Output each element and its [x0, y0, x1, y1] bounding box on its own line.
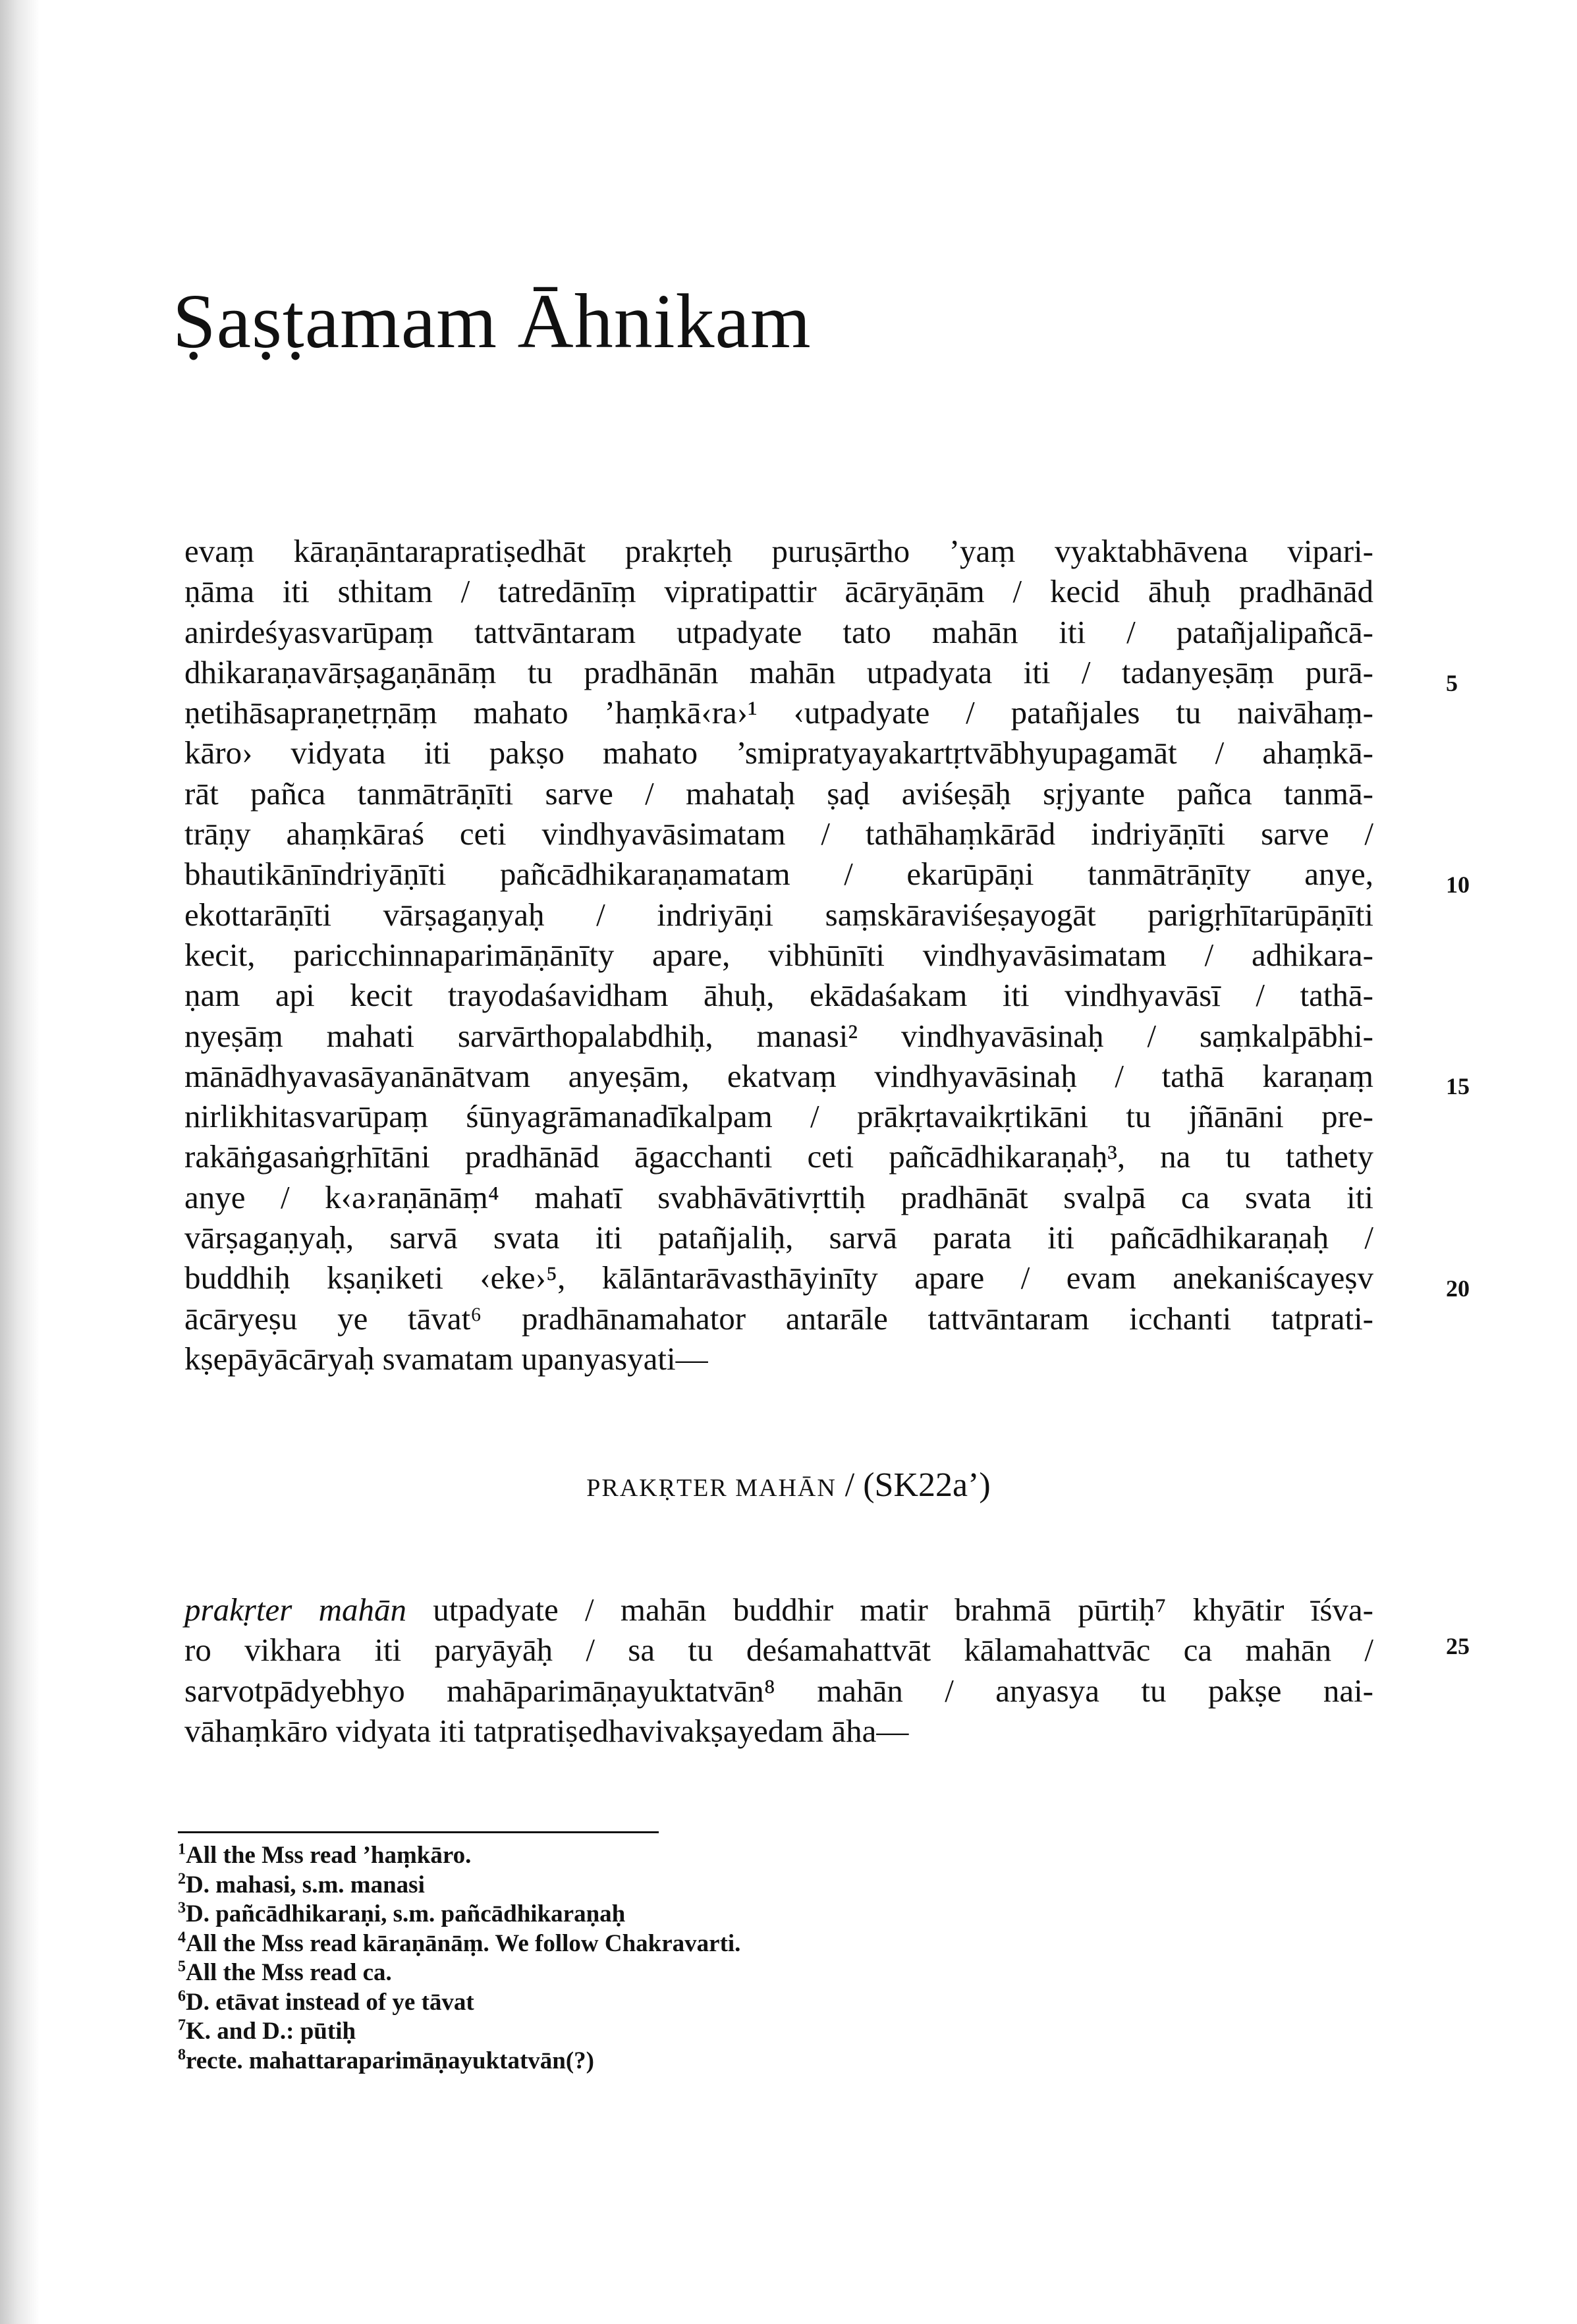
- footnote: [178, 1958, 740, 1988]
- footnote-text: D. mahasi, s.m. manasi: [186, 1871, 425, 1898]
- text-line: ṇāma iti sthitam / tatredānīṃ vipratipattir ācāryāṇām / kecid āhuḥ pradhānād: [184, 573, 1373, 610]
- footnote: [178, 2047, 740, 2076]
- text-line: bhautikānīndriyāṇīti pañcādhikaraṇamatam / ekarūpāṇi tanmātrāṇīty anye,: [184, 856, 1373, 893]
- footnote-number: 5: [178, 1958, 186, 1976]
- text-line: ekottarāṇīti vārṣagaṇyaḥ / indriyāṇi saṃskāraviśeṣayogāt parigṛhītarūpāṇīti: [184, 896, 1373, 933]
- text-line: kecit, paricchinnaparimāṇānīty apare, vibhūnīti vindhyavāsimatam / adhikara-: [184, 936, 1373, 973]
- line-number: 15: [1446, 1073, 1470, 1099]
- text-line: buddhiḥ kṣaṇiketi ‹eke›⁵, kālāntarāvasthāyinīty apare / evam anekaniścayeṣv: [184, 1259, 1373, 1296]
- footnote-text: D. pañcādhikaraṇi, s.m. pañcādhikaraṇaḥ: [186, 1900, 626, 1927]
- heading-reference: (SK22a’): [863, 1466, 991, 1504]
- text-line: ṇam api kecit trayodaśavidham āhuḥ, ekādaśakam iti vindhyavāsī / tathā-: [184, 977, 1373, 1014]
- text-line: vāhaṃkāro vidyata iti tatpratiṣedhavivakṣayedam āha—: [184, 1712, 909, 1749]
- line-number: 25: [1446, 1633, 1470, 1659]
- paragraph-1: [184, 531, 1373, 1379]
- footnote-number: 6: [178, 1987, 186, 2005]
- footnote-number: 7: [178, 2016, 186, 2034]
- text-line: [184, 1590, 1373, 1630]
- footnote-text: recte. mahattaraparimāṇayuktatvān(?): [186, 2047, 595, 2074]
- text-line: mānādhyavasāyanānātvam anyeṣām, ekatvaṃ vindhyavāsinaḥ / tathā karaṇaṃ: [184, 1057, 1373, 1094]
- footnote-number: 3: [178, 1899, 186, 1917]
- footnote: [178, 1929, 740, 1959]
- heading-separator: /: [844, 1466, 855, 1504]
- text-line: evaṃ kāraṇāntarapratiṣedhāt prakṛteḥ puruṣārtho ’yaṃ vyaktabhāvena vipari-: [184, 533, 1373, 569]
- text-line: sarvotpādyebhyo mahāparimāṇayuktatvān⁸ mahān / anyasya tu pakṣe nai-: [184, 1672, 1373, 1709]
- lemma-italic: prakṛter mahān: [184, 1591, 406, 1628]
- text-line: ro vikhara iti paryāyāḥ / sa tu deśamahattvāt kālamahattvāc ca mahān /: [184, 1632, 1373, 1669]
- text-line: trāṇy ahaṃkāraś ceti vindhyavāsimatam / tathāhaṃkārād indriyāṇīti sarve /: [184, 816, 1373, 852]
- footnote-number: 1: [178, 1840, 186, 1858]
- footnotes: [178, 1841, 740, 2076]
- section-heading: [0, 1466, 1577, 1505]
- text-line: ṇetihāsapraṇetṛṇāṃ mahato ’haṃkā‹ra›¹ ‹utpadyate / patañjales tu naivāhaṃ-: [184, 694, 1373, 731]
- footnote-text: All the Mss read kāraṇānāṃ. We follow Chakravarti.: [186, 1929, 741, 1957]
- text-line: kṣepāyācāryaḥ svamatam upanyasyati—: [184, 1340, 708, 1377]
- page-title: Ṣaṣṭamam Āhnikam: [173, 278, 812, 364]
- footnote-number: 2: [178, 1870, 186, 1888]
- text-line: kāro› vidyata iti pakṣo mahato ’smipratyayakartṛtvābhyupagamāt / ahaṃkā-: [184, 734, 1373, 771]
- footnote-text: All the Mss read ca.: [186, 1959, 392, 1986]
- text-line: ācāryeṣu ye tāvat⁶ pradhānamahator antarāle tattvāntaram icchanti tatprati-: [184, 1300, 1373, 1337]
- footnote-text: All the Mss read ’haṃkāro.: [186, 1842, 472, 1869]
- text-line: nirlikhitasvarūpaṃ śūnyagrāmanadīkalpam / prākṛtavaikṛtikāni tu jñānāni pre-: [184, 1098, 1373, 1135]
- page-edge-shadow: [0, 0, 40, 2324]
- footnote: [178, 1871, 740, 1900]
- text-line: rakāṅgasaṅgṛhītāni pradhānād āgacchanti ceti pañcādhikaraṇaḥ³, na tu tathety: [184, 1138, 1373, 1175]
- text-line: dhikaraṇavārṣagaṇānāṃ tu pradhānān mahān utpadyata iti / tadanyeṣāṃ purā-: [184, 653, 1373, 690]
- text-line: rāt pañca tanmātrāṇīti sarve / mahataḥ ṣaḍ aviśeṣāḥ sṛjyante pañca tanmā-: [184, 775, 1373, 812]
- text-line: anirdeśyasvarūpaṃ tattvāntaram utpadyate tato mahān iti / patañjalipañcā-: [184, 613, 1373, 650]
- footnote-text: D. etāvat instead of ye tāvat: [186, 1988, 474, 2016]
- footnote-divider: [178, 1831, 659, 1833]
- text-line: nyeṣāṃ mahati sarvārthopalabdhiḥ, manasi² vindhyavāsinaḥ / saṃkalpābhi-: [184, 1017, 1373, 1054]
- footnote: [178, 2017, 740, 2047]
- paragraph-2: [184, 1590, 1373, 1751]
- footnote-number: 4: [178, 1929, 186, 1947]
- footnote: [178, 1841, 740, 1871]
- heading-main: PRAKṚTER MAHĀN: [586, 1474, 837, 1502]
- footnote: [178, 1988, 740, 2018]
- text-line: vārṣagaṇyaḥ, sarvā svata iti patañjaliḥ, sarvā parata iti pañcādhikaraṇaḥ /: [184, 1219, 1373, 1256]
- line-number: 5: [1446, 670, 1458, 696]
- footnote-text: K. and D.: pūtiḥ: [186, 2018, 356, 2045]
- footnote-number: 8: [178, 2046, 186, 2064]
- footnote: [178, 1900, 740, 1929]
- lemma-rest: utpadyate / mahān buddhir matir brahmā pūrtiḥ⁷ khyātir īśva-: [406, 1591, 1373, 1628]
- text-line: anye / k‹a›raṇānāṃ⁴ mahatī svabhāvātivṛttiḥ pradhānāt svalpā ca svata iti: [184, 1178, 1373, 1215]
- line-number: 10: [1446, 872, 1470, 898]
- line-number: 20: [1446, 1275, 1470, 1302]
